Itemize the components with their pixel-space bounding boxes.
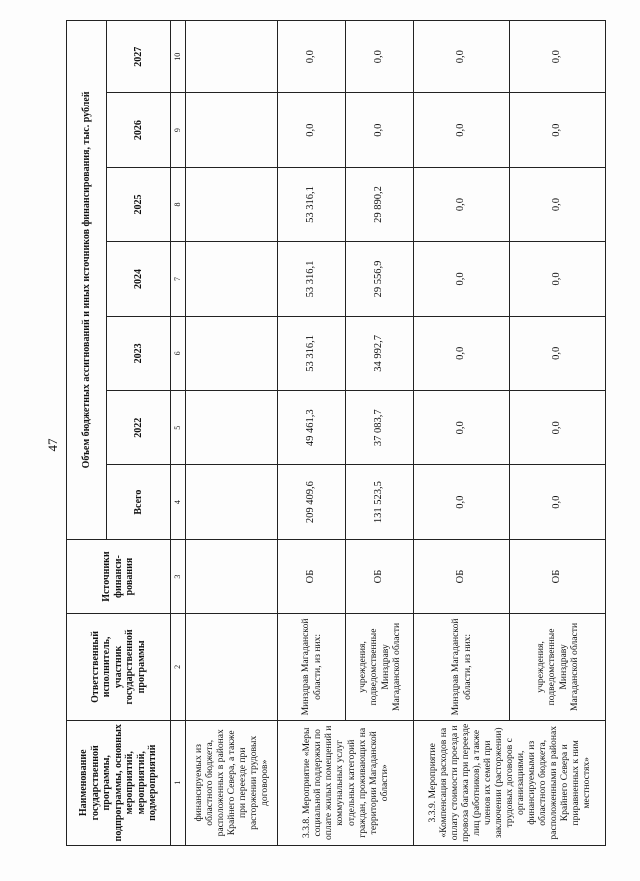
row-value: 0,0 bbox=[414, 242, 510, 316]
index-cell: 2 bbox=[171, 614, 186, 720]
row-value bbox=[186, 316, 278, 390]
row-value: 53 316,1 bbox=[278, 316, 346, 390]
row-value bbox=[186, 391, 278, 465]
table-row bbox=[278, 21, 346, 846]
row-name: финансируемых из областного бюджета, расположенных в районах Крайнего Севера, а также при переезде при расторжении трудовых договоров» bbox=[186, 720, 278, 845]
row-value: 29 890,2 bbox=[346, 167, 414, 241]
row-source: ОБ bbox=[510, 539, 606, 613]
row-value: 0,0 bbox=[510, 316, 606, 390]
row-value: 34 992,7 bbox=[346, 316, 414, 390]
header-year: 2024 bbox=[107, 242, 171, 316]
header-name: Наименование государственной программы, подпрограммы, основных мероприятий, мероприятий, подмероприятий bbox=[67, 720, 171, 845]
row-value: 0,0 bbox=[414, 93, 510, 167]
row-value: 53 316,1 bbox=[278, 167, 346, 241]
header-year: 2027 bbox=[107, 21, 171, 93]
row-value: 0,0 bbox=[510, 167, 606, 241]
row-value: 0,0 bbox=[510, 242, 606, 316]
header-executor: Ответственный исполнитель, участник государственной программы bbox=[67, 614, 171, 720]
row-source bbox=[186, 539, 278, 613]
index-cell: 1 bbox=[171, 720, 186, 845]
row-executor: Минздрав Магаданской области, из них: bbox=[414, 614, 510, 720]
row-value: 49 461,3 bbox=[278, 391, 346, 465]
row-value: 0,0 bbox=[510, 391, 606, 465]
row-value: 0,0 bbox=[414, 465, 510, 539]
header-year: Всего bbox=[107, 465, 171, 539]
row-executor: учреждения, подведомственные Минздраву Магаданской области bbox=[510, 614, 606, 720]
index-cell: 9 bbox=[171, 93, 186, 167]
header-year: 2026 bbox=[107, 93, 171, 167]
financing-table bbox=[66, 20, 606, 846]
row-value: 53 316,1 bbox=[278, 242, 346, 316]
page-number: 47 bbox=[45, 438, 60, 452]
row-source: ОБ bbox=[278, 539, 346, 613]
index-cell: 6 bbox=[171, 316, 186, 390]
row-value: 0,0 bbox=[414, 167, 510, 241]
row-value: 131 523,5 bbox=[346, 465, 414, 539]
index-cell: 5 bbox=[171, 391, 186, 465]
table-row bbox=[186, 21, 278, 846]
row-source: ОБ bbox=[346, 539, 414, 613]
row-name: 3.3.9. Мероприятие «Компенсация расходов на оплату стоимости проезда и провоза багажа при переезде лиц (работников), а также членов их семей при заключении (расторжении) трудовых договоров с организациями, финансируемыми из областного бюджета, расположенными в районах Крайнего Севера и приравненных к ним местностях» bbox=[414, 720, 606, 845]
index-cell: 4 bbox=[171, 465, 186, 539]
row-value: 0,0 bbox=[414, 391, 510, 465]
row-value: 0,0 bbox=[510, 93, 606, 167]
table-row bbox=[414, 21, 510, 846]
row-value bbox=[186, 93, 278, 167]
row-value: 0,0 bbox=[414, 21, 510, 93]
row-value bbox=[186, 167, 278, 241]
row-value bbox=[186, 465, 278, 539]
header-source: Источники финанси-рования bbox=[67, 539, 171, 613]
row-executor bbox=[186, 614, 278, 720]
row-value: 0,0 bbox=[510, 465, 606, 539]
header-year: 2022 bbox=[107, 391, 171, 465]
index-cell: 8 bbox=[171, 167, 186, 241]
index-cell: 10 bbox=[171, 21, 186, 93]
row-executor: учреждения, подведомственные Минздраву Магаданской области bbox=[346, 614, 414, 720]
row-value bbox=[186, 21, 278, 93]
row-value: 0,0 bbox=[278, 21, 346, 93]
index-row bbox=[171, 21, 186, 846]
row-value: 0,0 bbox=[510, 21, 606, 93]
row-value: 0,0 bbox=[346, 93, 414, 167]
row-value: 0,0 bbox=[346, 21, 414, 93]
index-cell: 3 bbox=[171, 539, 186, 613]
row-value: 37 083,7 bbox=[346, 391, 414, 465]
header-year: 2025 bbox=[107, 167, 171, 241]
header-funding: Объем бюджетных ассигнований и иных источников финансирования, тыс. рублей bbox=[67, 21, 107, 540]
rotated-table-container bbox=[66, 20, 593, 846]
row-name: 3.3.8. Мероприятие «Меры социальной поддержки по оплате жилых помещений и коммунальных услуг отдельных категорий граждан, проживающих на территории Магаданской области» bbox=[278, 720, 414, 845]
row-executor: Минздрав Магаданской области, из них: bbox=[278, 614, 346, 720]
row-value: 209 409,6 bbox=[278, 465, 346, 539]
row-value bbox=[186, 242, 278, 316]
row-value: 0,0 bbox=[414, 316, 510, 390]
row-value: 29 556,9 bbox=[346, 242, 414, 316]
header-row-1 bbox=[67, 21, 107, 846]
index-cell: 7 bbox=[171, 242, 186, 316]
row-source: ОБ bbox=[414, 539, 510, 613]
row-value: 0,0 bbox=[278, 93, 346, 167]
header-year: 2023 bbox=[107, 316, 171, 390]
